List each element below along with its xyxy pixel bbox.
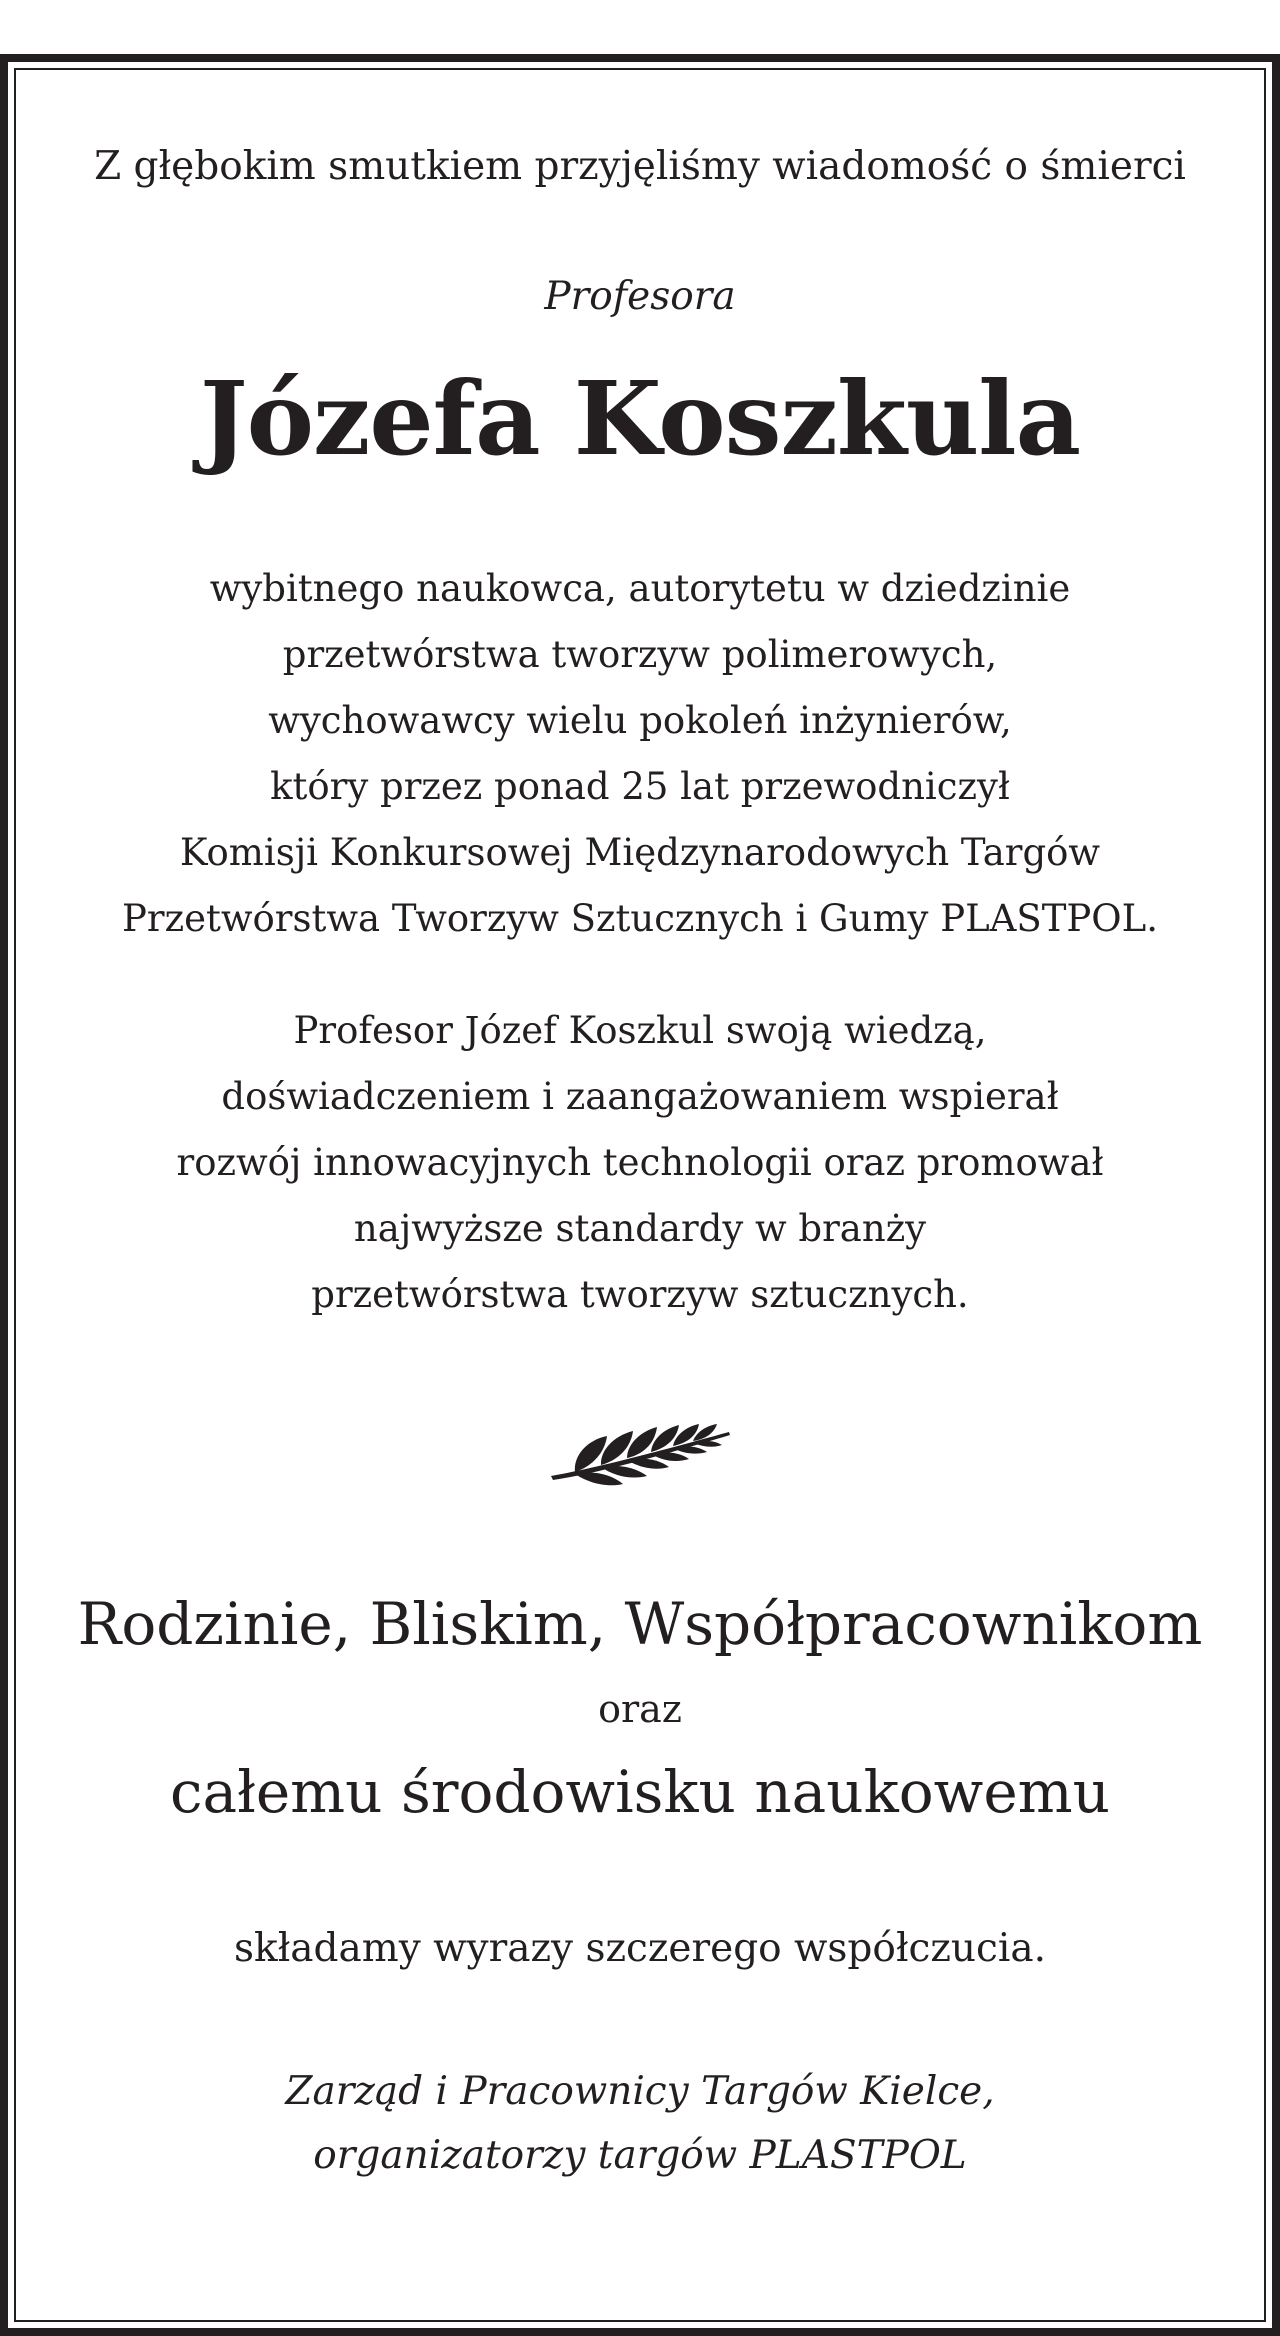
biography-line: przetwórstwa tworzyw polimerowych, <box>282 633 998 676</box>
recipients-line-1: Rodzinie, Bliskim, Współpracownikom <box>77 1590 1203 1658</box>
tribute-line: doświadczeniem i zaangażowaniem wspierał <box>221 1075 1059 1118</box>
tribute-line: rozwój innowacyjnych technologii oraz promował <box>176 1141 1104 1184</box>
tribute-line: przetwórstwa tworzyw sztucznych. <box>311 1273 969 1316</box>
signature-line: Zarząd i Pracownicy Targów Kielce, <box>285 2069 995 2114</box>
tribute-paragraph <box>16 998 1264 1328</box>
signature <box>16 2060 1264 2188</box>
intro-text: Z głębokim smutkiem przyjęliśmy wiadomość o śmierci <box>94 144 1186 189</box>
tribute-line: najwyższe standardy w branży <box>353 1207 927 1250</box>
signature-line: organizatorzy targów PLASTPOL <box>313 2133 967 2178</box>
deceased-name: Józefa Koszkula <box>199 359 1081 478</box>
recipients-line-2: całemu środowisku naukowemu <box>169 1758 1110 1826</box>
title-prefix: Profesora <box>544 274 736 319</box>
biography-paragraph <box>16 556 1264 952</box>
conjunction: oraz <box>598 1687 682 1731</box>
biography-line: który przez ponad 25 lat przewodniczył <box>270 765 1010 808</box>
biography-line: Komisji Konkursowej Międzynarodowych Targów <box>179 831 1101 874</box>
biography-line: wybitnego naukowca, autorytetu w dziedzinie <box>209 567 1071 610</box>
tribute-line: Profesor Józef Koszkul swoją wiedzą, <box>293 1009 987 1052</box>
biography-line: wychowawcy wielu pokoleń inżynierów, <box>268 699 1012 742</box>
obituary-notice <box>16 70 1264 2188</box>
leaf-branch-icon <box>545 1414 735 1498</box>
biography-line: Przetwórstwa Tworzyw Sztucznych i Gumy PLASTPOL. <box>122 897 1158 940</box>
condolence-text: składamy wyrazy szczerego współczucia. <box>233 1926 1046 1971</box>
